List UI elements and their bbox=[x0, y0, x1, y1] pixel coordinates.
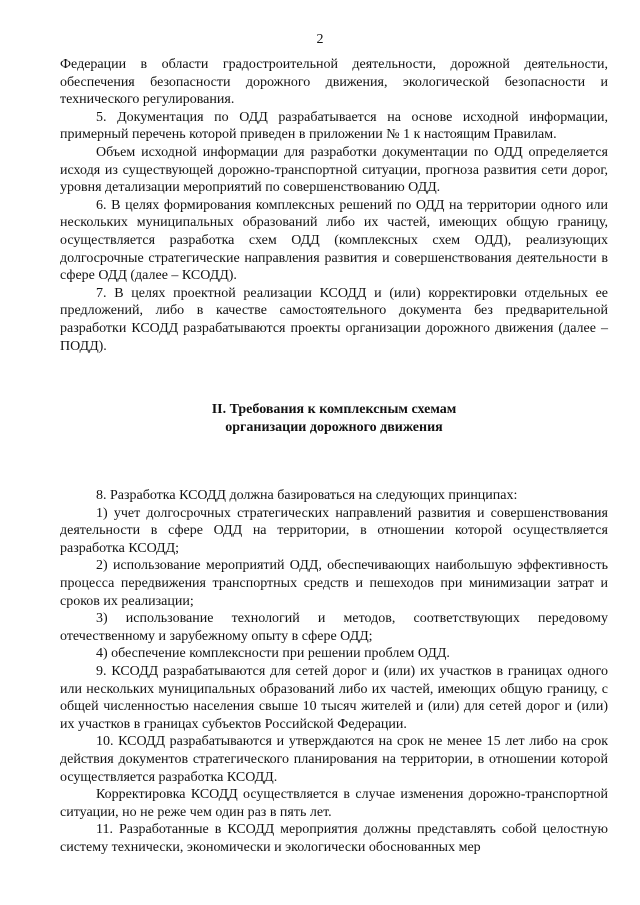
paragraph: 11. Разработанные в КСОДД мероприятия должны представлять собой целостную систему технически, экономически и экологически обоснованных мер bbox=[60, 822, 608, 855]
paragraph: 3) использование технологий и методов, соответствующих передовому отечественному и зарубежному опыту в сфере ОДД; bbox=[60, 611, 608, 644]
paragraph: Федерации в области градостроительной деятельности, дорожной деятельности, обеспечения безопасности дорожного движения, экологической безопасности и технического регулирования. bbox=[60, 57, 608, 108]
paragraph: 9. КСОДД разрабатываются для сетей дорог и (или) их участков в границах одного или нескольких муниципальных образований либо их частей, имеющих общую границу, с общей численностью населения свыше 10 тысяч жителей и (или) для сетей дорог и (или) их участков в границах субъектов Российской Федерации. bbox=[60, 664, 608, 732]
document-body bbox=[60, 56, 608, 857]
paragraph: 7. В целях проектной реализации КСОДД и (или) корректировки отдельных ее предложений, либо в качестве самостоятельного документа без предварительной разработки КСОДД разрабатываются проекты организации дорожного движения (далее – ПОДД). bbox=[60, 285, 608, 354]
paragraph: 8. Разработка КСОДД должна базироваться на следующих принципах: bbox=[96, 488, 518, 504]
heading-line-2: организации дорожного движения bbox=[225, 420, 443, 436]
paragraph: 2) использование мероприятий ОДД, обеспечивающих наибольшую эффективность процесса передвижения транспортных средств и пешеходов при минимизации затрат и сроков их реализации; bbox=[60, 558, 608, 609]
section-heading bbox=[60, 401, 608, 437]
paragraph: 6. В целях формирования комплексных решений по ОДД на территории одного или нескольких муниципальных образований либо их частей, имеющих общую границу, осуществляется разработка схем ОДД (комплексных схем ОДД), реализующих долгосрочные стратегические направления развития и совершенствования деятельности в сфере ОДД (далее – КСОДД). bbox=[60, 197, 608, 284]
page-number: 2 bbox=[316, 32, 324, 47]
paragraph: 1) учет долгосрочных стратегических направлений развития и совершенствования деятельности в сфере ОДД на территории, в отношении которой осуществляется разработка КСОДД; bbox=[60, 505, 608, 556]
paragraph: 10. КСОДД разрабатываются и утверждаются на срок не менее 15 лет либо на срок действия документов стратегического планирования на территории, в отношении которой осуществляется разработка КСОДД. bbox=[60, 734, 608, 785]
paragraph: 5. Документация по ОДД разрабатывается на основе исходной информации, примерный перечень которой приведен в приложении № 1 к настоящим Правилам. bbox=[60, 109, 608, 143]
heading-line-1: II. Требования к комплексным схемам bbox=[211, 402, 457, 418]
paragraph: Объем исходной информации для разработки документации по ОДД определяется исходя из существующей дорожно-транспортной ситуации, прогноза развития сети дорог, уровня детализации мероприятий по совершенствованию ОДД. bbox=[60, 144, 608, 196]
section-intro bbox=[60, 56, 608, 355]
paragraph: 4) обеспечение комплексности при решении проблем ОДД. bbox=[96, 646, 450, 662]
paragraph: Корректировка КСОДД осуществляется в случае изменения дорожно-транспортной ситуации, но не реже чем один раз в пять лет. bbox=[60, 787, 608, 820]
section-requirements bbox=[60, 487, 608, 856]
